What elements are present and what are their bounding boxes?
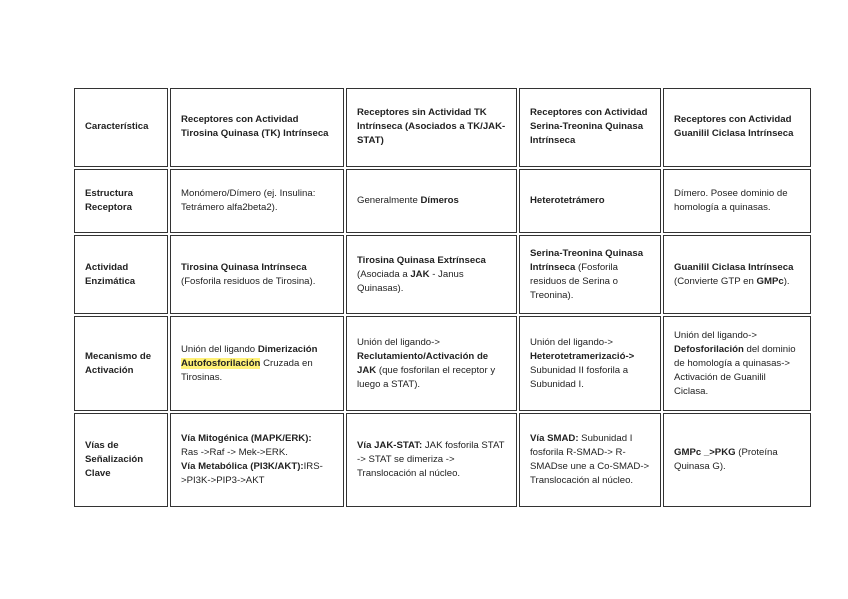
row-label: Estructura Receptora [74,169,168,234]
table-row [74,235,811,314]
header-cell-tk-intrinsic: Receptores con Actividad Tirosina Quinasa (TK) Intrínseca [170,88,344,167]
table-cell: Unión del ligando-> Reclutamiento/Activación de JAK (que fosforilan el receptor y luego a STAT). [346,316,517,411]
table-cell: Tirosina Quinasa Extrínseca (Asociada a JAK - Janus Quinasas). [346,235,517,314]
table-cell: Vía Mitogénica (MAPK/ERK): Ras ->Raf -> Mek->ERK. Vía Metabólica (PI3K/AKT):IRS->PI3K->PIP3->AKT [170,413,344,507]
table-cell: Generalmente Dímeros [346,169,517,234]
header-cell-ser-thr: Receptores con Actividad Serina-Treonina Quinasa Intrínseca [519,88,661,167]
highlighted-text: Autofosforilación [181,357,261,369]
row-label: Actividad Enzimática [74,235,168,314]
header-cell-feature: Característica [74,88,168,167]
table-cell: Heterotetrámero [519,169,661,234]
header-cell-no-tk: Receptores sin Actividad TK Intrínseca (Asociados a TK/JAK-STAT) [346,88,517,167]
table-header-row [74,88,811,167]
table-cell: GMPc _>PKG (Proteína Quinasa G). [663,413,811,507]
table-row [74,316,811,411]
table-cell: Unión del ligando Dimerización Autofosforilación Cruzada en Tirosinas. [170,316,344,411]
table-row [74,413,811,507]
row-label: Mecanismo de Activación [74,316,168,411]
table-cell: Tirosina Quinasa Intrínseca (Fosforila residuos de Tirosina). [170,235,344,314]
table-row [74,169,811,234]
row-label: Vías de Señalización Clave [74,413,168,507]
table-cell: Dímero. Posee dominio de homología a quinasas. [663,169,811,234]
table-cell: Vía SMAD: Subunidad I fosforila R-SMAD-> R-SMADse une a Co-SMAD-> Translocación al núcleo. [519,413,661,507]
table-cell: Unión del ligando-> Heterotetramerizació-> Subunidad II fosforila a Subunidad I. [519,316,661,411]
comparison-table [72,86,813,509]
table-cell: Guanilil Ciclasa Intrínseca (Convierte GTP en GMPc). [663,235,811,314]
table-cell: Vía JAK-STAT: JAK fosforila STAT -> STAT se dimeriza -> Translocación al núcleo. [346,413,517,507]
header-cell-guanylyl: Receptores con Actividad Guanilil Ciclasa Intrínseca [663,88,811,167]
table-cell: Monómero/Dímero (ej. Insulina: Tetrámero alfa2beta2). [170,169,344,234]
table-cell: Serina-Treonina Quinasa Intrínseca (Fosforila residuos de Serina o Treonina). [519,235,661,314]
table-cell: Unión del ligando-> Defosforilación del dominio de homología a quinasas-> Activación de Guanilil Ciclasa. [663,316,811,411]
